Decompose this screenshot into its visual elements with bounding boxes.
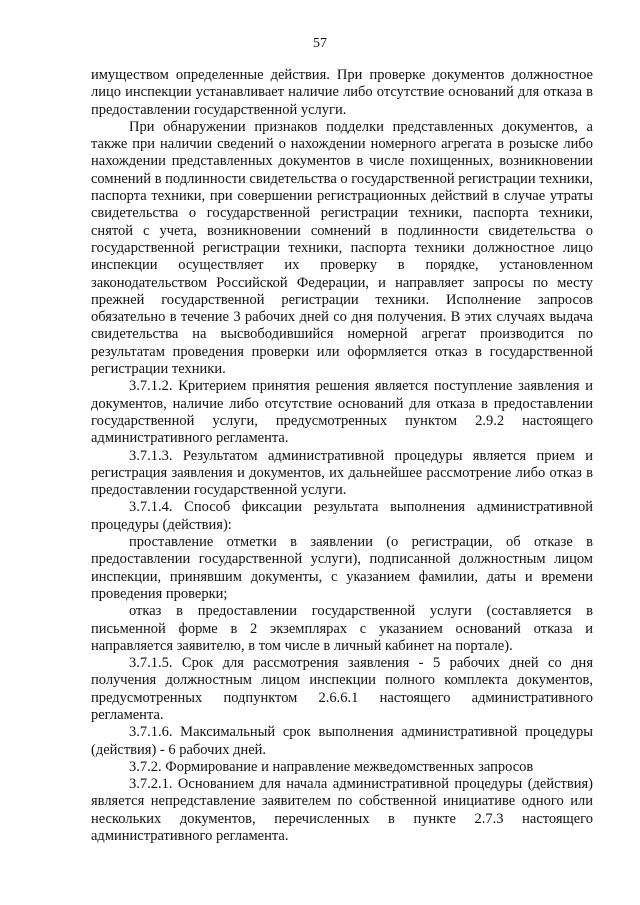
paragraph-3-7-1-4: 3.7.1.4. Способ фиксации результата выполнения административной процедуры (действия): — [91, 499, 593, 533]
page-number: 57 — [313, 36, 327, 51]
paragraph-mark-in-application: проставление отметки в заявлении (о регистрации, об отказе в предоставлении государственной услуги), подписанной должностным лицом инспекции, принявшим документы, с указанием фамилии, даты и времени проведения проверки; — [91, 534, 593, 602]
paragraph-3-7-1-6: 3.7.1.6. Максимальный срок выполнения административной процедуры (действия) - 6 рабочих дней. — [91, 724, 593, 758]
paragraph-forgery-check: При обнаружении признаков подделки представленных документов, а также при наличии сведений о нахождении номерного агрегата в розыске либо нахождении представленных документов в числе похищенных, возникновении сомнений в подлинности свидетельства о государственной регистрации техники, паспорта техники, при совершении регистрационных действий в случае утраты свидетельства о государственной регистрации техники, паспорта техники, снятой с учета, возникновении сомнений в подлинности свидетельства о государственной регистрации техники, паспорта техники должностное лицо инспекции осуществляет их проверку в порядке, установленном законодательством Российской Федерации, и направляет запросы по месту прежней государственной регистрации техники. Исполнение запросов обязательно в течение 3 рабочих дней со дня получения. В этих случаях выдача свидетельства на высвободившийся номерной агрегат производится по результатам проведения проверки или оформляется отказ в государственной регистрации техники. — [91, 118, 593, 378]
paragraph-continuation: имуществом определенные действия. При проверке документов должностное лицо инспекции устанавливает наличие либо отсутствие оснований для отказа в предоставлении государственной услуги. — [91, 67, 593, 118]
paragraph-3-7-2: 3.7.2. Формирование и направление межведомственных запросов — [129, 758, 534, 775]
paragraph-refusal: отказ в предоставлении государственной услуги (составляется в письменной форме в 2 экземплярах с указанием оснований отказа и направляется заявителю, в том числе в личный кабинет на портале). — [91, 603, 593, 654]
document-body — [91, 67, 593, 845]
paragraph-3-7-2-1: 3.7.2.1. Основанием для начала административной процедуры (действия) является непредставление заявителем по собственной инициативе одного или нескольких документов, перечисленных в пункте 2.7.3 настоящего административного регламента. — [91, 776, 593, 845]
paragraph-3-7-1-2: 3.7.1.2. Критерием принятия решения является поступление заявления и документов, наличие либо отсутствие оснований для отказа в предоставлении государственной услуги, предусмотренных пунктом 2.9.2 настоящего административного регламента. — [91, 378, 593, 447]
paragraph-3-7-1-5: 3.7.1.5. Срок для рассмотрения заявления - 5 рабочих дней со дня получения должностным лицом инспекции полного комплекта документов, предусмотренных подпунктом 2.6.6.1 настоящего административного регламента. — [91, 655, 593, 723]
paragraph-3-7-1-3: 3.7.1.3. Результатом административной процедуры является прием и регистрация заявления и документов, их дальнейшее рассмотрение либо отказ в предоставлении государственной услуги. — [91, 447, 593, 499]
